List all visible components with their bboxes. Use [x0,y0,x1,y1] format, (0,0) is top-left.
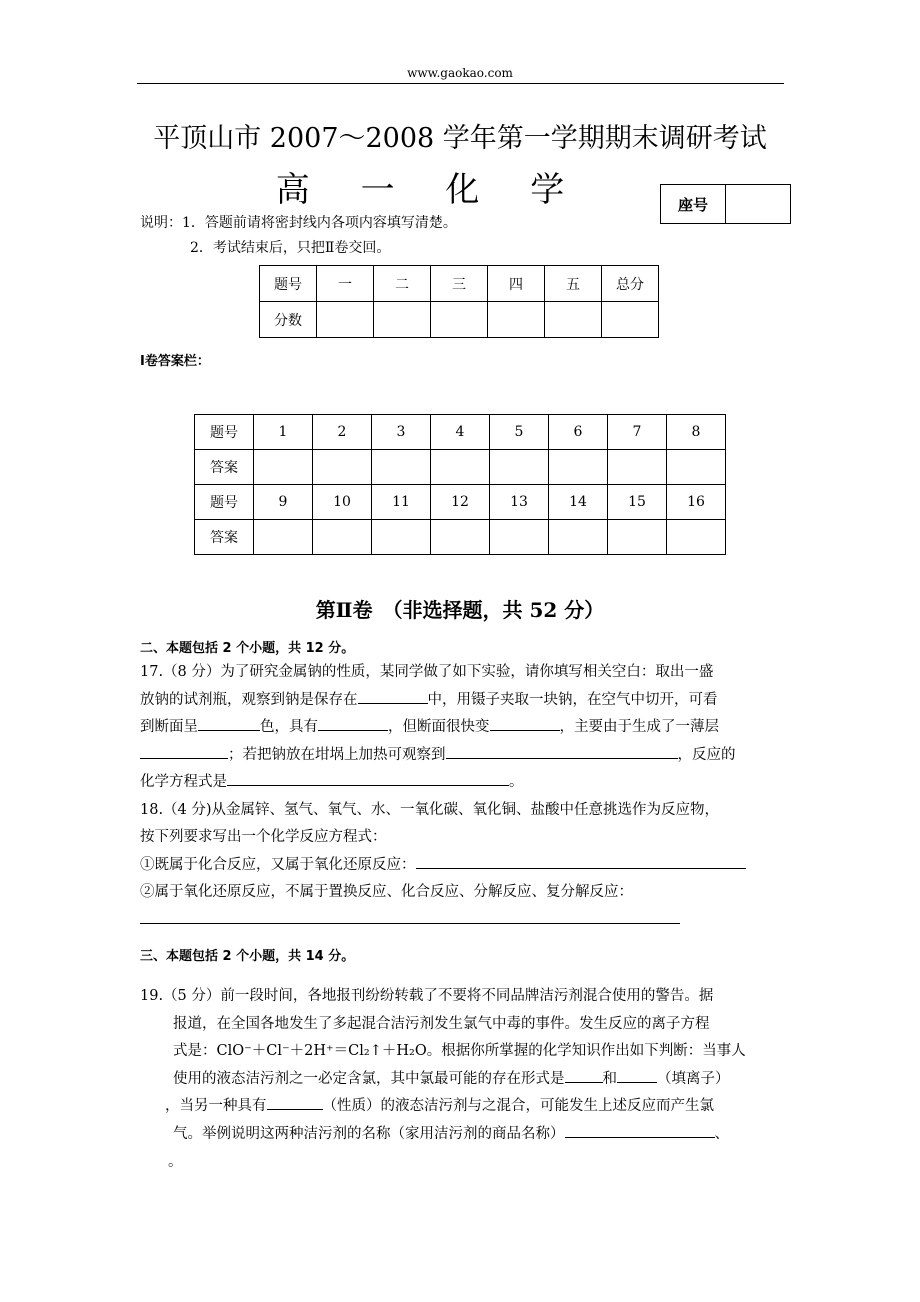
answer-label-q: 题号 [195,415,254,450]
blank[interactable] [198,714,260,731]
q-num: 8 [667,415,726,450]
header-rule [137,83,784,84]
q17-line5: 化学方程式是 。 [140,769,746,797]
blank[interactable] [267,1093,323,1110]
note-2: 2．考试结束后，只把Ⅱ卷交回。 [190,240,391,256]
score-col: 五 [545,266,602,302]
score-label-q: 题号 [260,266,317,302]
score-label-s: 分数 [260,302,317,338]
blank[interactable] [565,1066,603,1083]
score-cell[interactable] [488,302,545,338]
q-num: 14 [549,485,608,520]
q-num: 1 [254,415,313,450]
answer-cell[interactable] [667,520,726,555]
score-cell[interactable] [374,302,431,338]
answer-cell[interactable] [254,520,313,555]
q-num: 11 [372,485,431,520]
blank[interactable] [446,742,678,759]
q19-line4: 使用的液态洁污剂之一必定含氯，其中氯最可能的存在形式是 和 （填离子） [140,1066,746,1094]
answer-cell[interactable] [490,450,549,485]
blank[interactable] [416,852,746,869]
exam-title: 平顶山市 2007～2008 学年第一学期期末调研考试 [153,123,767,154]
answer-cell[interactable] [313,450,372,485]
answer-cell[interactable] [254,450,313,485]
answer-label-a: 答案 [195,520,254,555]
answer-table [194,414,726,555]
q19-line7: 。 [168,1153,183,1170]
q18-line3: ①既属于化合反应，又属于氧化还原反应： [140,852,746,880]
q19-line5: ，当另一种具有 （性质）的液态洁污剂与之混合，可能发生上述反应而产生氯 [140,1093,746,1121]
score-col: 二 [374,266,431,302]
note-1: 说明：1．答题前请将密封线内各项内容填写清楚。 [140,215,457,231]
score-col: 三 [431,266,488,302]
q19-line2: 报道，在全国各地发生了多起混合洁污剂发生氯气中毒的事件。发生反应的离子方程 [173,1015,710,1032]
q-num: 13 [490,485,549,520]
q-num: 10 [313,485,372,520]
answer-cell[interactable] [372,520,431,555]
q-num: 7 [608,415,667,450]
q18-line4: ②属于氧化还原反应，不属于置换反应、化合反应、分解反应、复分解反应： [140,884,633,900]
q17-line1: 17.（8 分）为了研究金属钠的性质，某同学做了如下实验，请你填写相关空白：取出一盛 [140,664,714,680]
header-site: www.gaokao.com [407,66,513,80]
blank[interactable] [565,1121,715,1138]
answer-cell[interactable] [667,450,726,485]
answer-cell[interactable] [549,520,608,555]
section3-heading: 三、本题包括 2 个小题，共 14 分。 [140,949,355,964]
q19-line1: 19.（5 分）前一段时间，各地报刊纷纷转载了不要将不同品牌洁污剂混合使用的警告。据 [140,988,714,1004]
score-table [259,265,659,338]
q-num: 15 [608,485,667,520]
q17-line3: 到断面呈 色，具有 ，但断面很快变 ，主要由于生成了一薄层 [140,714,746,742]
score-cell[interactable] [545,302,602,338]
q-num: 12 [431,485,490,520]
blank[interactable] [490,714,560,731]
answer-cell[interactable] [608,450,667,485]
q-num: 16 [667,485,726,520]
answer-cell[interactable] [608,520,667,555]
blank[interactable] [140,907,680,924]
q19 [140,983,746,1176]
answer-cell[interactable] [431,450,490,485]
answer-cell[interactable] [549,450,608,485]
q-num: 9 [254,485,313,520]
q18-line2: 按下列要求写出一个化学反应方程式： [140,829,387,845]
section2-heading: 二、本题包括 2 个小题，共 12 分。 [140,641,355,656]
score-col: 总分 [602,266,659,302]
q19-line3: 式是：ClO⁻＋Cl⁻＋2H⁺＝Cl₂↑＋H₂O。根据你所掌握的化学知识作出如下判断：当事人 [173,1043,746,1060]
q18-line5 [140,907,746,935]
q-num: 5 [490,415,549,450]
answer-cell[interactable] [431,520,490,555]
blank[interactable] [617,1066,657,1083]
blank[interactable] [227,769,509,786]
answer-cell[interactable] [372,450,431,485]
seat-label: 座号 [661,185,726,224]
q18-line1: 18.（4 分)从金属锌、氢气、氧气、水、一氧化碳、氧化铜、盐酸中任意挑选作为反应物， [140,801,720,818]
part2-title: 第Ⅱ卷 （非选择题，共 52 分） [315,598,605,622]
answer-cell[interactable] [490,520,549,555]
score-cell[interactable] [317,302,374,338]
score-cell[interactable] [602,302,659,338]
seat-box [660,184,791,224]
score-col: 四 [488,266,545,302]
q-num: 2 [313,415,372,450]
q17-line2: 放钠的试剂瓶，观察到钠是保存在 中，用镊子夹取一块钠，在空气中切开，可看 [140,687,746,715]
subject-title: 高 一 化 学 [275,170,585,210]
score-col: 一 [317,266,374,302]
blank[interactable] [358,687,428,704]
blank[interactable] [318,714,388,731]
q-num: 4 [431,415,490,450]
q-num: 6 [549,415,608,450]
answer-cell[interactable] [313,520,372,555]
q19-line6: 气。举例说明这两种洁污剂的名称（家用洁污剂的商品名称） 、 [140,1121,746,1149]
seat-cell[interactable] [726,185,791,224]
answer-label-q: 题号 [195,485,254,520]
part1-label: Ⅰ卷答案栏： [140,354,210,369]
score-cell[interactable] [431,302,488,338]
answer-label-a: 答案 [195,450,254,485]
q17-line4: ；若把钠放在坩埚上加热可观察到 ，反应的 [140,742,746,770]
q-num: 3 [372,415,431,450]
blank[interactable] [140,742,228,759]
q17 [140,659,746,934]
